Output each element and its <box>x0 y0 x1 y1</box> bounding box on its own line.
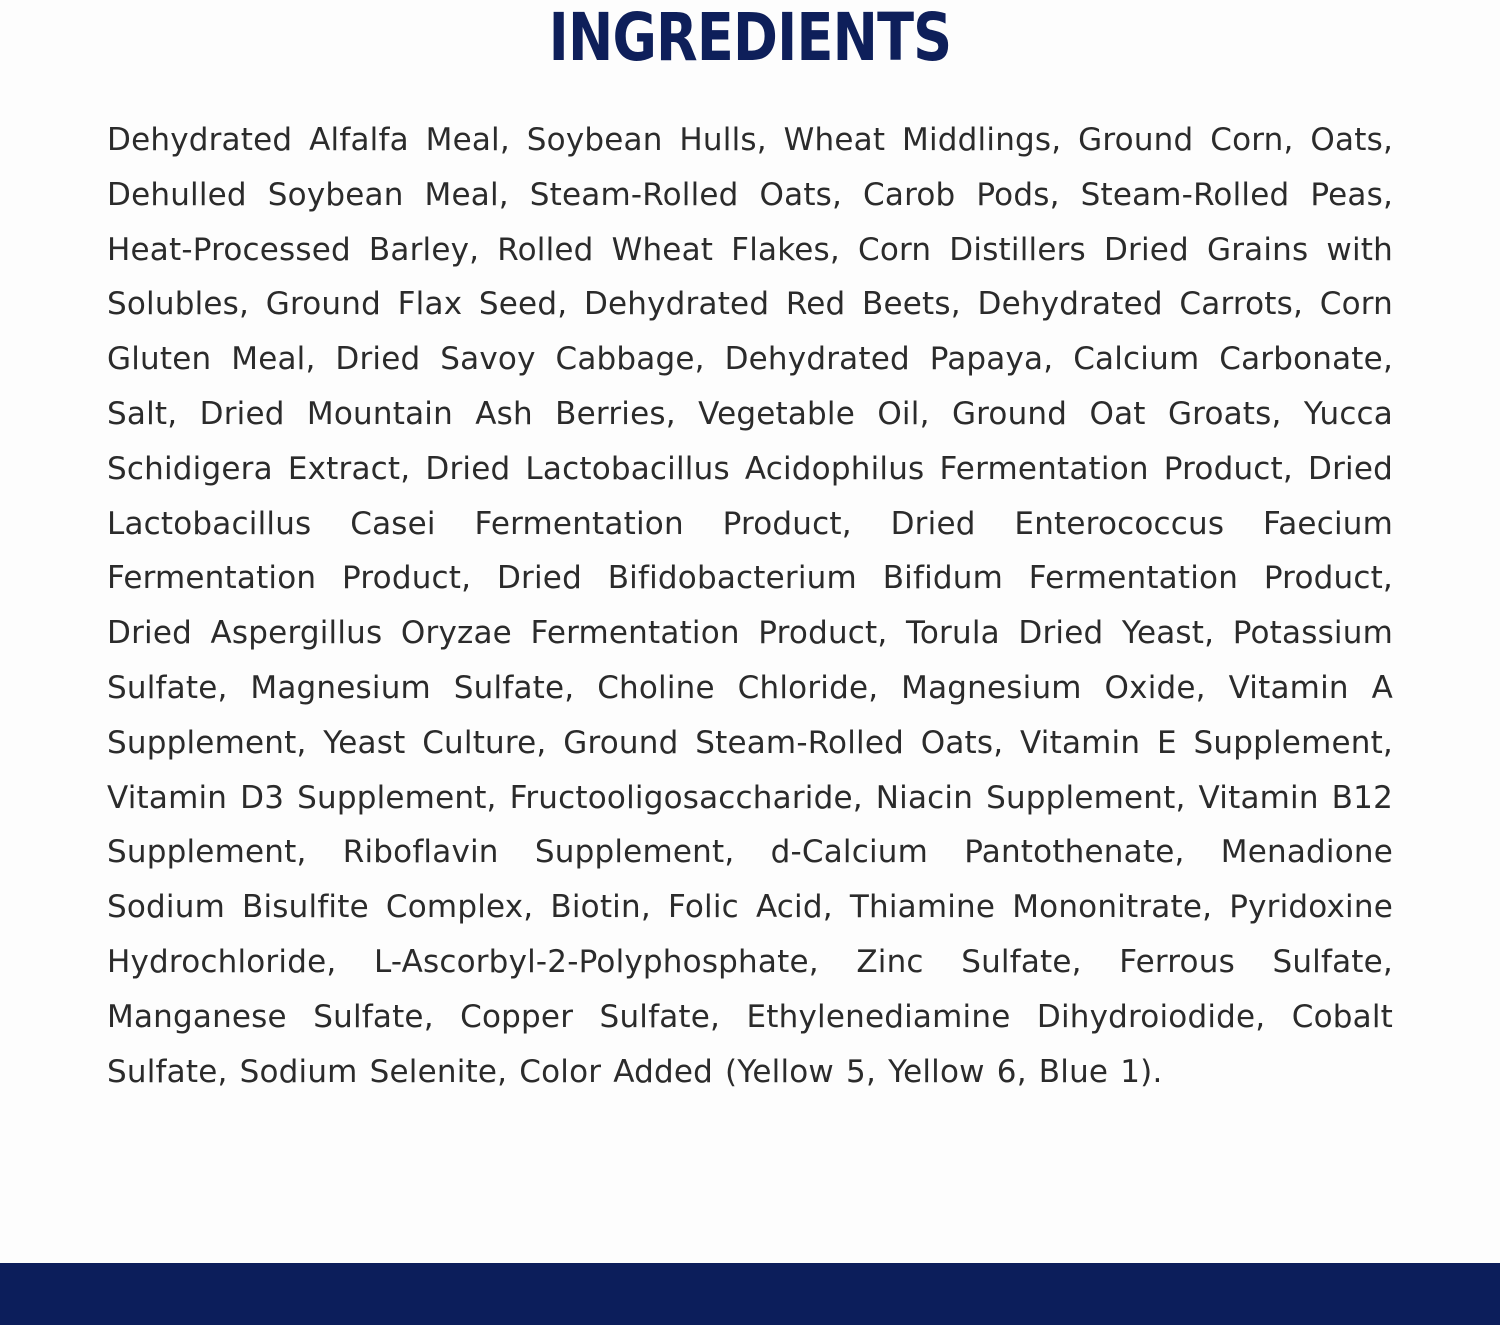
page-title: INGREDIENTS <box>548 0 952 76</box>
footer-band <box>0 1263 1500 1325</box>
ingredients-list: Dehydrated Alfalfa Meal, Soybean Hulls, Wheat Middlings, Ground Corn, Oats, Dehulled Soybean Meal, Steam-Rolled Oats, Carob Pods, Steam-Rolled Peas, Heat-Processed Barley, Rolled Wheat Flakes, Corn Distillers Dried Grains with Solubles, Ground Flax Seed, Dehydrated Red Beets, Dehydrated Carrots, Corn Gluten Meal, Dried Savoy Cabbage, Dehydrated Papaya, Calcium Carbonate, Salt, Dried Mountain Ash Berries, Vegetable Oil, Ground Oat Groats, Yucca Schidigera Extract, Dried Lactobacillus Acidophilus Fermentation Product, Dried Lactobacillus Casei Fermentation Product, Dried Enterococcus Faecium Fermentation Product, Dried Bifidobacterium Bifidum Fermentation Product, Dried Aspergillus Oryzae Fermentation Product, Torula Dried Yeast, Potassium Sulfate, Magnesium Sulfate, Choline Chloride, Magnesium Oxide, Vitamin A Supplement, Yeast Culture, Ground Steam-Rolled Oats, Vitamin E Supplement, Vitamin D3 Supplement, Fructooligosaccharide, Niacin Supplement, Vitamin B12 Supplement, Riboflavin Supplement, d-Calcium Pantothenate, Menadione Sodium Bisulfite Complex, Biotin, Folic Acid, Thiamine Mononitrate, Pyridoxine Hydrochloride, L-Ascorbyl-2-Polyphosphate, Zinc Sulfate, Ferrous Sulfate, Manganese Sulfate, Copper Sulfate, Ethylenediamine Dihydroiodide, Cobalt Sulfate, Sodium Selenite, Color Added (Yellow 5, Yellow 6, Blue 1). <box>107 122 1393 1090</box>
